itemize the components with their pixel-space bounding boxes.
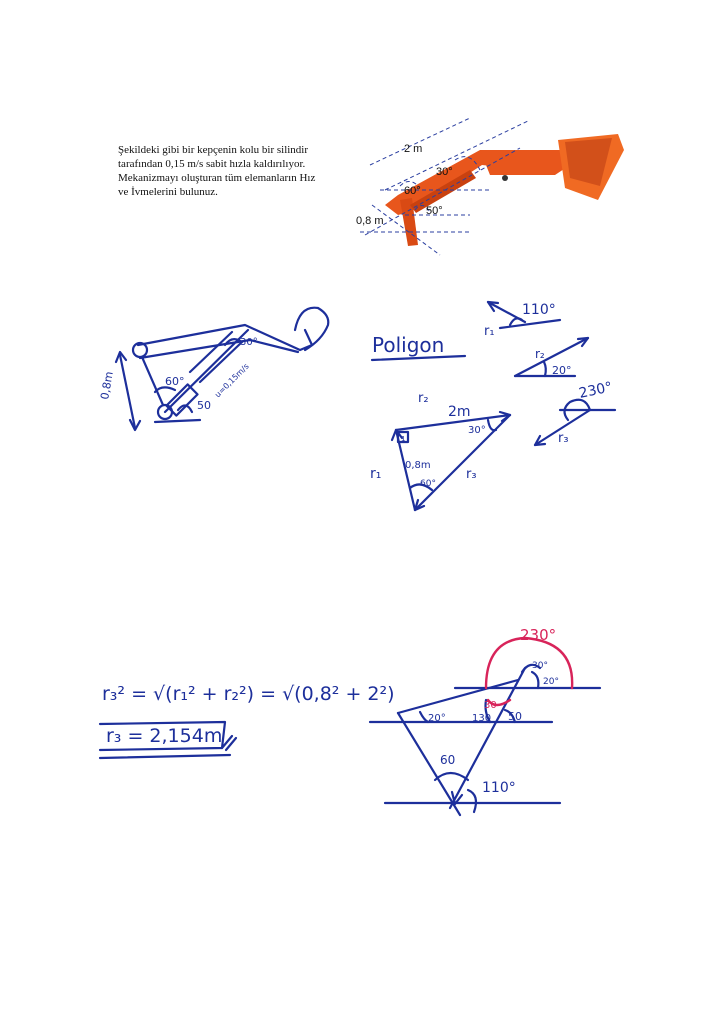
angle-110: 110°	[482, 780, 516, 796]
problem-line-1: Şekildeki gibi bir kepçenin kolu bir silindir	[118, 144, 309, 156]
sketch-boom-lower	[140, 340, 298, 358]
r1-dir-angle: 110°	[522, 302, 556, 318]
triangle-angle-30: 30°	[468, 425, 486, 436]
triangle-r1-length: 0,8m	[405, 460, 431, 471]
r1-angle-arc	[510, 318, 522, 325]
angle-60: 60	[440, 753, 456, 767]
sketch-angle-60: 60°	[165, 375, 185, 388]
angle-30-top: 30°	[532, 661, 548, 671]
r3-dir-label: r₃	[558, 431, 569, 446]
r2-angle-arc	[544, 362, 546, 376]
sketch-link-r1	[142, 357, 163, 405]
sketch-angle-50: 50	[197, 399, 211, 412]
photo-angle-60: 60°	[404, 185, 421, 197]
arc-20-top	[532, 672, 538, 688]
sketch-height-label: 0,8m	[98, 370, 116, 401]
arc-230	[486, 638, 572, 688]
angle-230: 230°	[520, 626, 557, 644]
angle-20-left: 20°	[428, 713, 446, 724]
angle-130: 130	[472, 713, 492, 724]
loader-arm-photo	[356, 118, 624, 255]
r1-dir-label: r₁	[484, 324, 495, 339]
sketch-speed-label: u=0,15m/s	[213, 361, 251, 400]
angle-30-mid: 30	[484, 700, 497, 711]
diagram-r2	[398, 680, 518, 713]
r1-reference-line	[500, 320, 560, 328]
triangle-r2-label: r₂	[418, 391, 429, 406]
problem-line-3: Mekanizmayı oluşturan tüm elemanların Hız	[118, 172, 316, 184]
photo-height-label: 0,8 m	[356, 215, 384, 227]
right-angle-label: 1	[401, 435, 406, 443]
sketch-angle-30: 30°	[240, 337, 258, 348]
result-underline	[100, 755, 230, 758]
r3-dir-angle: 230°	[577, 379, 614, 402]
problem-line-4: ve İvmelerini bulunuz.	[118, 186, 218, 198]
triangle-r1-label: r₁	[370, 466, 382, 482]
arc-60	[435, 773, 468, 780]
arc-20-left	[420, 712, 428, 722]
sketch-height-arrow	[120, 355, 135, 428]
sketch-ground	[155, 420, 200, 422]
angles-diagram	[370, 626, 600, 815]
angle-20-top: 20°	[543, 677, 559, 687]
r2-dir-angle: 20°	[552, 364, 572, 377]
triangle-r2-length: 2m	[448, 404, 471, 420]
equation-line-2: r₃ = 2,154m	[106, 725, 223, 747]
arc-110	[468, 790, 476, 812]
vector-polygon	[370, 302, 615, 510]
equation-line-1: r₃² = √(r₁² + r₂²) = √(0,8² + 2²)	[102, 683, 395, 705]
triangle-angle-60: 60°	[420, 479, 436, 489]
photo-angle-30: 30°	[436, 166, 453, 178]
photo-length-label: 2 m	[404, 143, 423, 155]
photo-angle-50: 50°	[426, 205, 443, 217]
magnitude-equation	[100, 683, 395, 758]
angle-50: 50	[508, 710, 522, 723]
arm-pin	[502, 175, 508, 181]
mechanism-sketch	[98, 308, 328, 430]
polygon-title: Poligon	[372, 333, 445, 357]
triangle-r3-label: r₃	[466, 467, 477, 482]
r2-dir-label: r₂	[535, 347, 545, 361]
problem-line-2: tarafından 0,15 m/s sabit hızla kaldırılıyor.	[118, 158, 306, 170]
construction-line	[370, 118, 470, 165]
